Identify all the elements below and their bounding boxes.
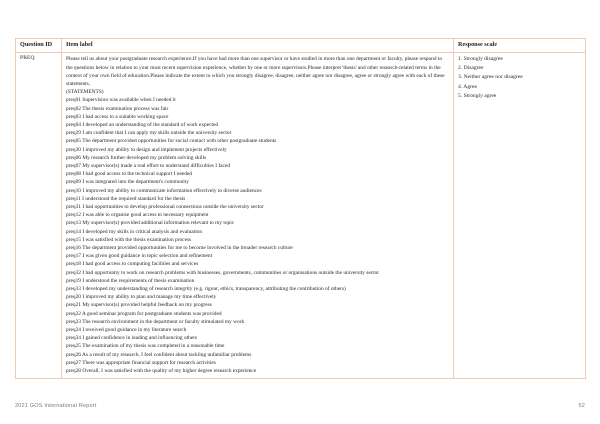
statement-item: preq20 I improved my ability to plan and manage my time effectively xyxy=(66,294,217,301)
table-header xyxy=(16,39,586,53)
item-intro-text: Please tell us about your postgraduate research experience.If you have had more than one supervisor or have studied in more than one department or faculty, please respond to the questions below in relation to your most recent supervision experience, whether by one or more supervisors.Please interpret 'thesis' and other research-related terms in the context of your own field of education.Please indicate the extent to which you strongly disagree, disagree, neither agree nor disagree, agree or strongly agree with each of these statements. xyxy=(66,56,445,87)
response-scale-option: 3. Neither agree nor disagree xyxy=(458,74,523,81)
statement-item: preq19 I understood the requirements of thesis examination xyxy=(66,277,195,284)
footer-report-title: 2021 GOS International Report xyxy=(15,403,97,409)
statement-item: preq33 I developed my understanding of research integrity (e.g. rigour, ethics, transparency, attributing the contribution of others) xyxy=(66,286,346,293)
footer-page-number: 52 xyxy=(578,403,585,409)
table-body xyxy=(16,53,586,379)
statement-item: preq01 Supervision was available when I needed it xyxy=(66,97,176,104)
statement-item: preq07 My supervisor(s) made a real effort to understand difficulties I faced xyxy=(66,163,231,169)
statement-item: preq09 I was integrated into the department's community xyxy=(66,179,189,186)
statement-item: preq31 I had opportunities to develop professional connections outside the university sector xyxy=(66,204,264,211)
statement-item: preq03 I had access to a suitable working space xyxy=(66,113,169,120)
response-scale-option: 2. Disagree xyxy=(458,65,484,72)
statement-item: preq25 The examination of my thesis was completed in a reasonable time xyxy=(66,343,225,350)
question-table-container xyxy=(15,38,585,379)
statement-item: preq10 I improved my ability to communicate information effectively to diverse audiences xyxy=(66,187,262,194)
statement-item: preq34 I gained confidence in leading and influencing others xyxy=(66,335,198,342)
statement-item: preq22 A good seminar program for postgraduate students was provided xyxy=(66,310,222,317)
statement-item: preq13 My supervisor(s) provided additional information relevant to my topic xyxy=(66,220,235,227)
column-header-item-label: Item label xyxy=(62,39,454,53)
statement-item: preq30 I improved my ability to design and implement projects effectively xyxy=(66,146,227,153)
statement-item: preq24 I received good guidance in my literature search xyxy=(66,327,187,334)
statement-item: preq12 I was able to organise good access to necessary equipment xyxy=(66,212,209,219)
statement-item: preq04 I developed an understanding of the standard of work expected xyxy=(66,121,219,128)
response-scale-option: 1. Strongly disagree xyxy=(458,56,503,63)
statement-item-list xyxy=(66,96,449,375)
statement-item: preq06 My research further developed my problem solving skills xyxy=(66,154,207,161)
statement-item: preq28 Overall, I was satisfied with the quality of my higher degree research experience xyxy=(66,368,257,375)
statement-item: preq32 I had opportunity to work on research problems with businesses, governments, communities or organisations outside the university sector xyxy=(66,269,380,276)
statement-item: preq17 I was given good guidance in topic selection and refinement xyxy=(66,253,213,260)
column-header-response-scale: Response scale xyxy=(454,39,586,53)
page-footer xyxy=(15,399,585,413)
cell-question-id: PREQ xyxy=(16,53,62,379)
cell-item-label xyxy=(62,53,454,379)
response-scale-list xyxy=(458,55,581,100)
statement-item: preq18 I had good access to computing facilities and services xyxy=(66,261,199,268)
statements-tag: (STATEMENTS) xyxy=(66,89,104,96)
statement-item: preq29 I am confident that I can apply my skills outside the university sector xyxy=(66,130,232,137)
statement-item: preq08 I had good access to the technical support I needed xyxy=(66,171,193,178)
question-table xyxy=(15,38,586,379)
response-scale-option: 5. Strongly agree xyxy=(458,92,497,99)
statement-item: preq16 The department provided opportunities for me to become involved in the broader research culture xyxy=(66,245,293,252)
statement-item: preq23 The research environment in the department or faculty stimulated my work xyxy=(66,318,245,325)
statement-item: preq27 There was appropriate financial support for research activities xyxy=(66,359,216,366)
column-header-question-id: Question ID xyxy=(16,39,62,53)
table-row xyxy=(16,53,586,379)
statement-item: preq14 I developed my skills in critical analysis and evaluation xyxy=(66,228,203,235)
response-scale-option: 4. Agree xyxy=(458,83,477,90)
statement-item: preq15 I was satisfied with the thesis examination process xyxy=(66,236,192,243)
cell-response-scale xyxy=(454,53,586,379)
statement-item: preq21 My supervisor(s) provided helpful feedback on my progress xyxy=(66,302,212,309)
statement-item: preq26 As a result of my research, I feel confident about tackling unfamiliar problems xyxy=(66,351,252,358)
table-header-row xyxy=(16,39,586,53)
statement-item: preq05 The department provided opportunities for social contact with other postgraduate students xyxy=(66,138,277,145)
statement-item: preq02 The thesis examination process was fair xyxy=(66,105,169,112)
statement-item: preq11 I understood the required standard for the thesis xyxy=(66,195,186,202)
